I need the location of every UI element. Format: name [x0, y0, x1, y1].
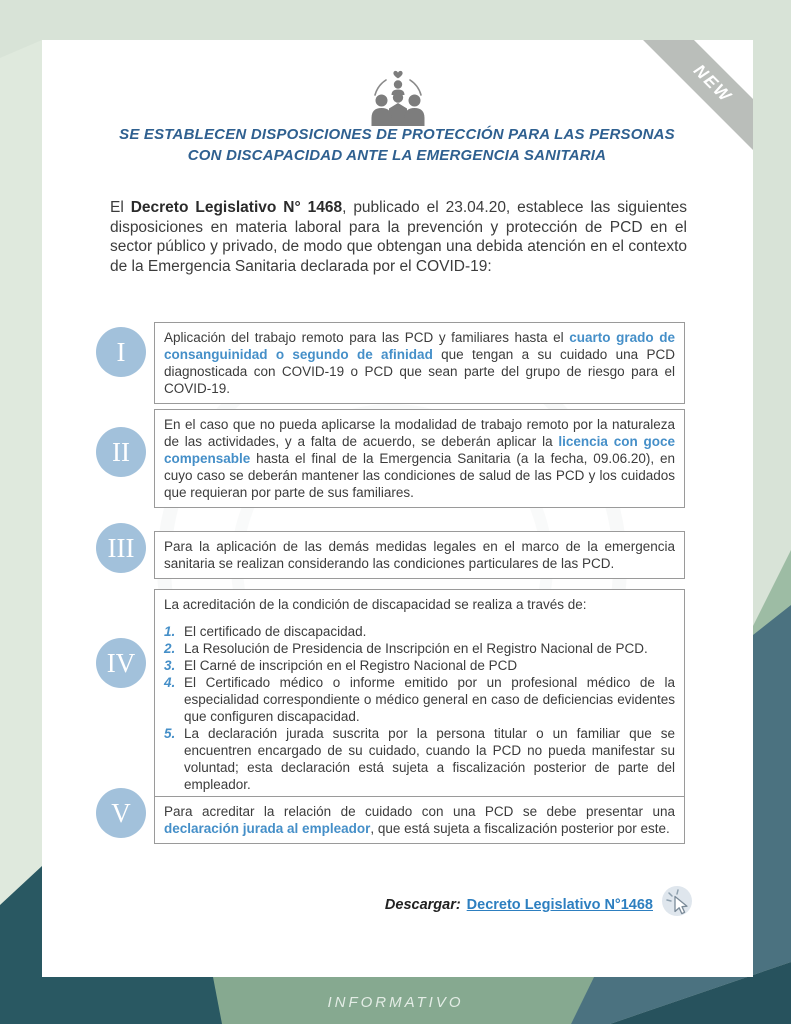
list-item-number: 1. — [164, 624, 176, 639]
intro-post: , publicado el 23.04.20, establece las siguientes disposiciones en materia laboral para la prevención y protección de PCD en el sector público y privado, de modo que obtengan una debida atención en el contexto de la Emergencia Sanitaria declarada por el COVID-19: — [110, 199, 687, 275]
list-item — [164, 657, 675, 674]
list-item-number: 3. — [164, 658, 176, 673]
item-box-2 — [154, 409, 685, 508]
item-4-intro: La acreditación de la condición de discapacidad se realiza a través de: — [164, 597, 587, 612]
numeral-5: V — [111, 797, 131, 828]
document-card — [42, 40, 753, 977]
list-item-text: El Carné de inscripción en el Registro Nacional de PCD — [184, 658, 518, 673]
intro-paragraph — [110, 198, 687, 276]
item-1-accent: cuarto grado de consanguinidad o segundo de afinidad — [164, 330, 675, 362]
numeral-1: I — [116, 336, 126, 367]
list-item-number: 2. — [164, 641, 176, 656]
item-5-text-end: , que está sujeta a fiscalización posterior por este. — [370, 821, 670, 836]
item-box-5 — [154, 796, 685, 844]
item-box-1 — [154, 322, 685, 404]
numeral-circle-1 — [96, 327, 146, 377]
numeral-4: IV — [106, 647, 136, 678]
item-2-accent: licencia con goce compensable — [164, 434, 675, 466]
item-5-text: Para acreditar la relación de cuidado con una PCD se debe presentar una — [164, 804, 675, 819]
download-row — [385, 885, 697, 925]
intro-pre: El — [110, 199, 131, 216]
numeral-2: II — [112, 436, 130, 467]
list-item — [164, 623, 675, 640]
list-item-number: 5. — [164, 726, 176, 741]
list-item-text: El certificado de discapacidad. — [184, 624, 367, 639]
numeral-circle-3 — [96, 523, 146, 573]
item-1-text-end: que tengan a su cuidado una PCD diagnosticada con COVID-19 o PCD que sean parte del grupo de riesgo para el COVID-19. — [164, 347, 675, 396]
item-box-4 — [154, 589, 685, 800]
numeral-3: III — [107, 532, 135, 563]
footer-informativo-label: INFORMATIVO — [327, 994, 464, 1011]
item-5-accent: declaración jurada al empleador — [164, 821, 371, 836]
numeral-circle-2 — [96, 427, 146, 477]
family-care-icon — [42, 68, 753, 131]
download-decree-link[interactable]: Decreto Legislativo N°1468 — [466, 897, 653, 913]
list-item — [164, 640, 675, 657]
numeral-circle-4 — [96, 638, 146, 688]
list-item-text: El Certificado médico o informe emitido por un profesional médico de la especialidad correspondiente o médico general en caso de deficiencias evidentes que configuren discapacidad. — [184, 675, 675, 724]
download-prefix-label: Descargar: — [384, 897, 461, 913]
item-box-3 — [154, 531, 685, 579]
cursor-click-icon[interactable] — [659, 884, 697, 927]
list-item-text: La Resolución de Presidencia de Inscripción en el Registro Nacional de PCD. — [184, 641, 648, 656]
item-2-text-end: hasta el final de la Emergencia Sanitaria (a la fecha, 09.06.20), en cuyo caso se deberán mantener las condiciones de salud de las PCD y los cuidados que requieran por parte de sus familiares. — [164, 451, 675, 500]
accreditation-list — [164, 623, 675, 793]
list-item-text: La declaración jurada suscrita por la persona titular o un familiar que se encuentren encargado de su cuidado, cuando la PCD no pueda manifestar su voluntad; esta declaración está sujeta a fiscalización posterior de parte del empleador. — [184, 726, 675, 792]
numeral-circle-5 — [96, 788, 146, 838]
item-2-text: En el caso que no pueda aplicarse la modalidad de trabajo remoto por la naturaleza de las actividades, y a falta de acuerdo, se deberán aplicar la — [164, 417, 675, 449]
list-item-number: 4. — [164, 675, 176, 690]
item-3-text: Para la aplicación de las demás medidas legales en el marco de la emergencia sanitaria se realizan considerando las condiciones particulares de las PCD. — [164, 539, 675, 571]
page-title: SE ESTABLECEN DISPOSICIONES DE PROTECCIÓN PARA LAS PERSONAS CON DISCAPACIDAD ANTE LA EMERGENCIA SANITARIA — [119, 126, 675, 164]
list-item — [164, 674, 675, 725]
list-item — [164, 725, 675, 793]
item-1-text: Aplicación del trabajo remoto para las PCD y familiares hasta el — [164, 330, 570, 345]
new-ribbon-label: NEW — [689, 60, 736, 107]
intro-decree-name: Decreto Legislativo N° 1468 — [130, 199, 343, 216]
